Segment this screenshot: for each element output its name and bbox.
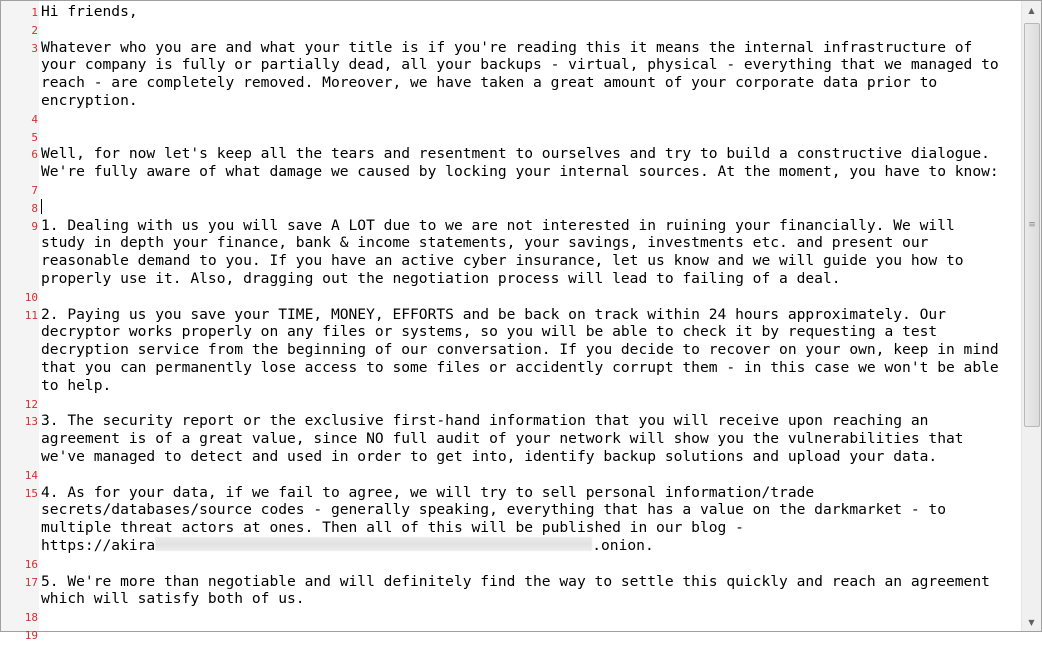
line-number: 1 bbox=[31, 6, 38, 19]
line-number: 2 bbox=[31, 23, 38, 37]
editor-content[interactable] bbox=[1, 3, 1021, 644]
editor-line[interactable] bbox=[1, 306, 1021, 395]
editor-line[interactable] bbox=[1, 217, 1021, 288]
line-text: 3. The security report or the exclusive first-hand information that you will receive upon reaching an agreement is of a great value, since NO full audit of your network will show you the vulnerabilities that we've managed to detect and used in order to get into, identify backup solutions and upload your data. bbox=[41, 412, 964, 465]
editor-line[interactable] bbox=[1, 145, 1021, 181]
editor-line[interactable] bbox=[1, 110, 1021, 128]
editor-line[interactable] bbox=[1, 484, 1021, 555]
line-number: 19 bbox=[24, 628, 38, 642]
editor-line[interactable] bbox=[1, 626, 1021, 644]
line-number: 6 bbox=[31, 148, 38, 162]
editor-line[interactable] bbox=[1, 466, 1021, 484]
line-number: 14 bbox=[24, 468, 38, 482]
line-text: 4. As for your data, if we fail to agree, we will try to sell personal information/trade secrets/databases/source codes - generally speaking, everything that has a value on the darkmarket - to multiple threat actors at ones. Then all of this will be published in our blog - bbox=[41, 483, 946, 537]
vertical-scrollbar[interactable] bbox=[1021, 1, 1041, 631]
line-text bbox=[41, 199, 1021, 217]
line-number: 8 bbox=[31, 201, 38, 215]
scroll-up-icon[interactable]: ▲ bbox=[1028, 5, 1035, 15]
line-number: 17 bbox=[24, 575, 38, 589]
editor-line[interactable] bbox=[1, 199, 1021, 217]
line-number: 12 bbox=[24, 397, 38, 411]
editor-line[interactable] bbox=[1, 288, 1021, 306]
redacted-region bbox=[155, 537, 592, 551]
line-number: 5 bbox=[31, 130, 38, 144]
line-number: 11 bbox=[24, 308, 38, 322]
line-text: Well, for now let's keep all the tears and resentment to ourselves and try to build a constructive dialogue. We're fully aware of what damage we caused by locking your internal sources. At the moment, you have to know: bbox=[41, 145, 999, 181]
text-caret bbox=[41, 199, 42, 214]
editor-line[interactable] bbox=[1, 181, 1021, 199]
editor-line[interactable] bbox=[1, 21, 1021, 39]
onion-url bbox=[41, 537, 1021, 555]
line-number: 10 bbox=[24, 290, 38, 304]
line-number: 3 bbox=[31, 41, 38, 55]
editor-line[interactable] bbox=[1, 608, 1021, 626]
editor-line[interactable] bbox=[1, 395, 1021, 413]
line-number: 15 bbox=[24, 486, 38, 500]
url-suffix: .onion. bbox=[592, 536, 654, 554]
grip-icon: ≡ bbox=[1028, 219, 1036, 230]
line-number: 7 bbox=[31, 183, 38, 197]
editor-line[interactable] bbox=[1, 412, 1021, 465]
editor-line[interactable] bbox=[1, 3, 1021, 21]
scrollbar-thumb[interactable] bbox=[1024, 23, 1040, 427]
editor-line[interactable] bbox=[1, 128, 1021, 146]
line-number: 4 bbox=[31, 112, 38, 126]
editor-line[interactable] bbox=[1, 573, 1021, 609]
line-text: 5. We're more than negotiable and will definitely find the way to settle this quickly and reach an agreement which will satisfy both of us. bbox=[41, 572, 990, 608]
editor-line[interactable] bbox=[1, 555, 1021, 573]
line-text: Hi friends, bbox=[41, 3, 138, 20]
line-text: 1. Dealing with us you will save A LOT due to we are not interested in ruining your financially. We will study in depth your finance, bank & income statements, your savings, investments etc. and present our reasonable demand to you. If you have an active cyber insurance, let us know and we will guide you how to properly use it. Also, dragging out the negotiation process will lead to failing of a deal. bbox=[41, 216, 964, 287]
line-text: Whatever who you are and what your title is if you're reading this it means the internal infrastructure of your company is fully or partially dead, all your backups - virtual, physical - everything that we managed to reach - are completely removed. Moreover, we have taken a great amount of your corporate data prior to encryption. bbox=[41, 38, 999, 109]
line-number: 13 bbox=[24, 415, 38, 429]
line-number: 16 bbox=[24, 557, 38, 571]
url-prefix: https://akira bbox=[41, 536, 156, 554]
line-text: 2. Paying us you save your TIME, MONEY, EFFORTS and be back on track within 24 hours approximately. Our decryptor works properly on any files or systems, so you will be able to check it by requesting a test decryption service from the beginning of our conversation. If you decide to recover on your own, keep in mind that you can permanently lose access to some files or accidently corrupt them - in this case we won't be able to help. bbox=[41, 305, 999, 394]
line-number: 9 bbox=[31, 219, 38, 233]
scroll-down-icon[interactable]: ▼ bbox=[1028, 617, 1035, 627]
editor-line[interactable] bbox=[1, 39, 1021, 110]
line-number: 18 bbox=[24, 611, 38, 625]
